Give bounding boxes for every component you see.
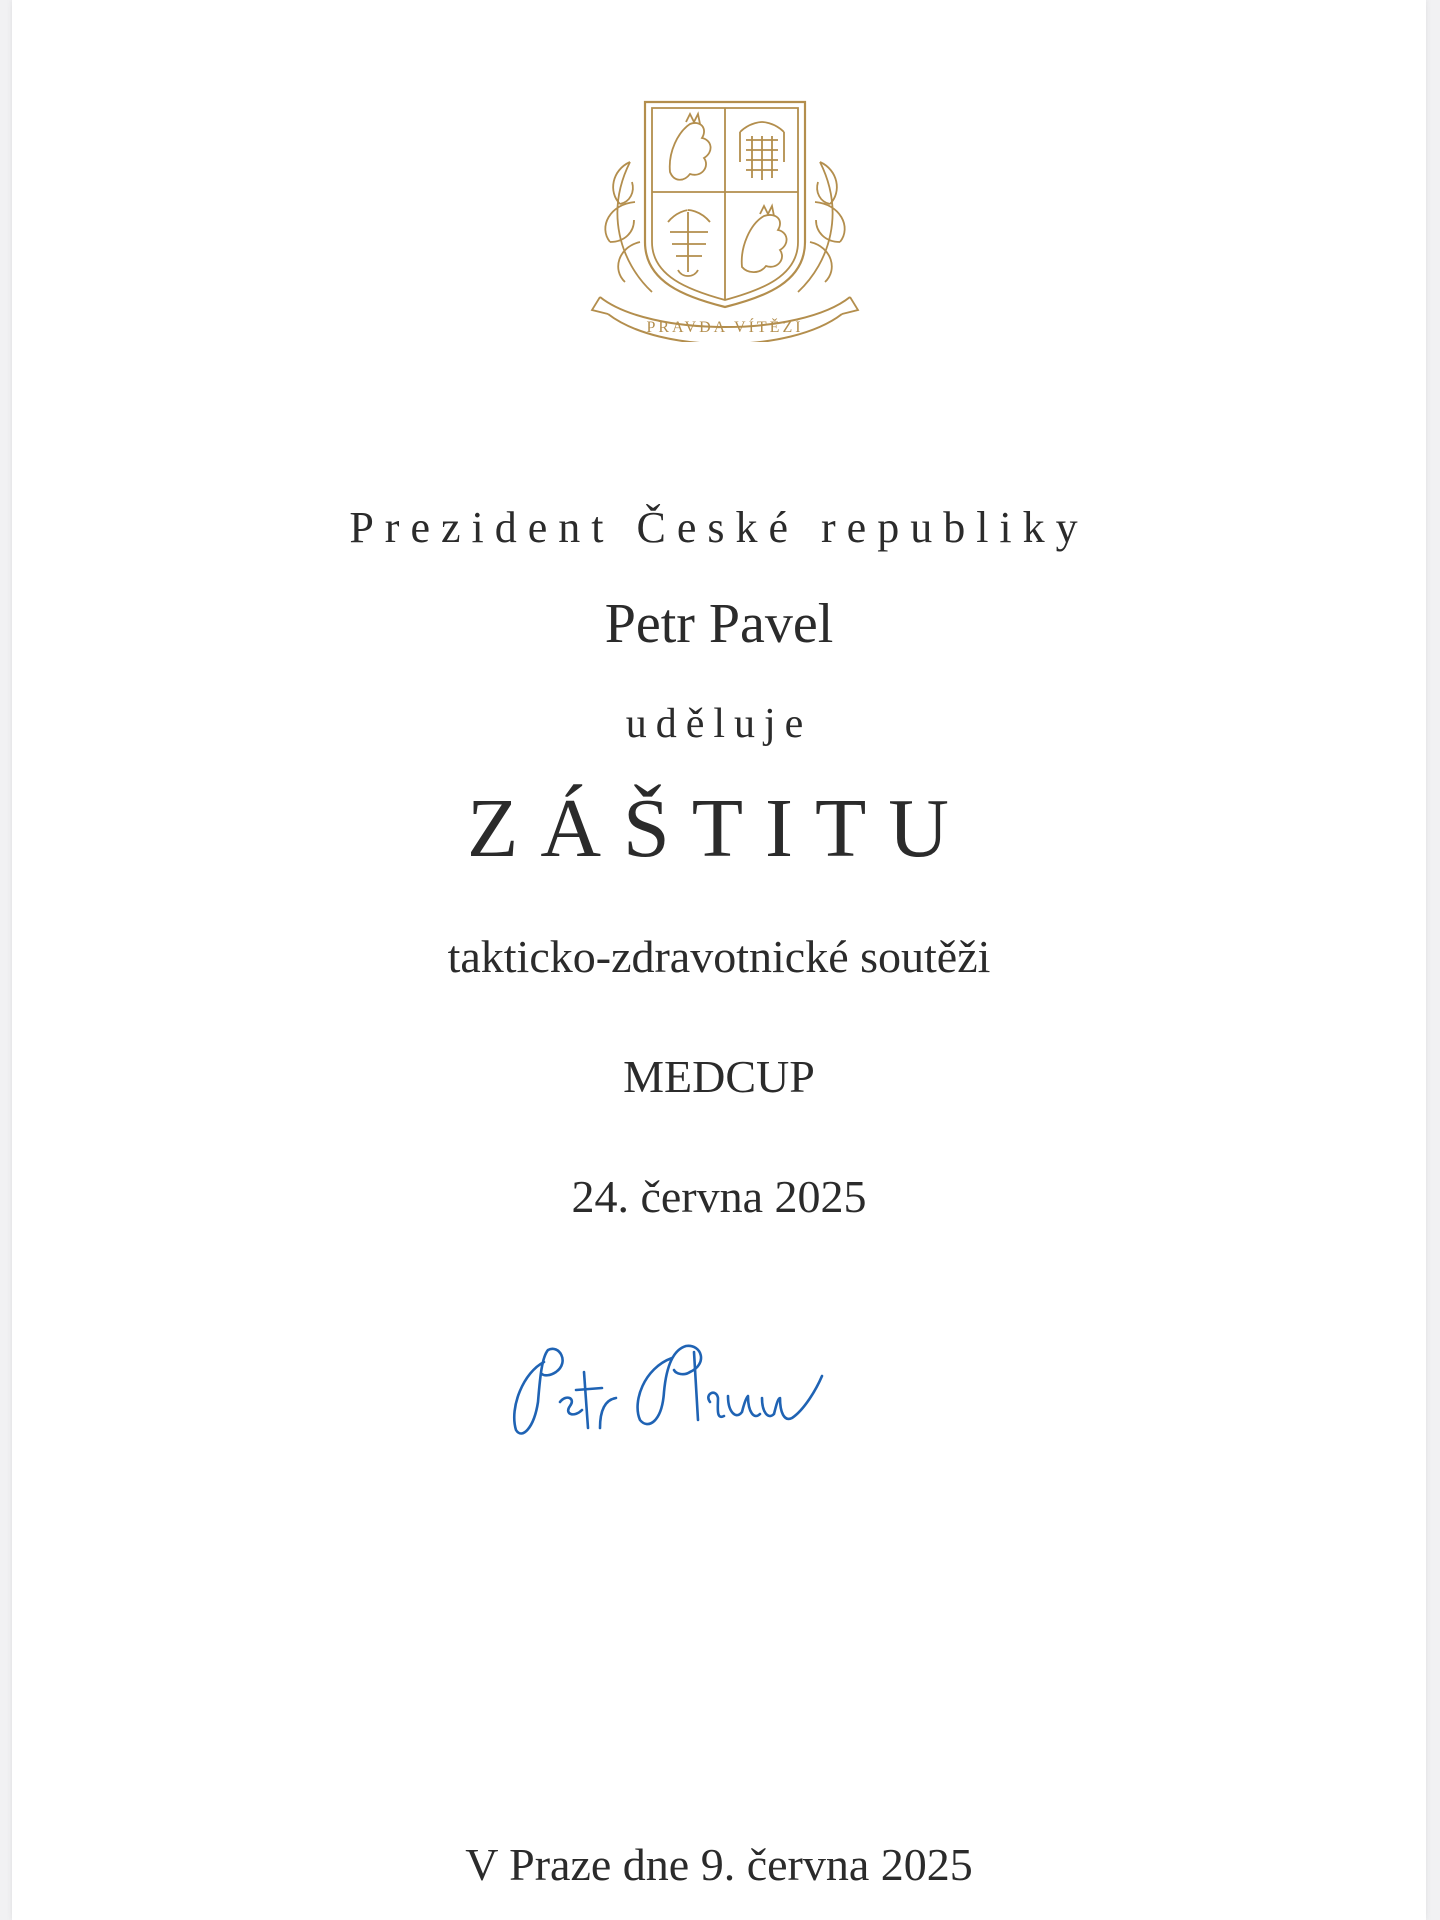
grants-verb: uděluje — [625, 701, 813, 747]
event-date: 24. června 2025 — [571, 1171, 867, 1222]
event-description: takticko-zdravotnické soutěži — [447, 931, 991, 982]
document-page — [12, 0, 1426, 1920]
document-title: ZÁŠTITU — [467, 782, 971, 875]
handwritten-signature — [504, 1332, 874, 1452]
office-title: Prezident České republiky — [349, 503, 1089, 552]
event-name: MEDCUP — [623, 1051, 815, 1102]
svg-text:PRAVDA VÍTĚZÍ: PRAVDA VÍTĚZÍ — [646, 319, 804, 336]
place-and-date: V Praze dne 9. června 2025 — [465, 1839, 973, 1890]
president-name: Petr Pavel — [604, 593, 834, 655]
coat-of-arms-emblem — [590, 92, 860, 342]
